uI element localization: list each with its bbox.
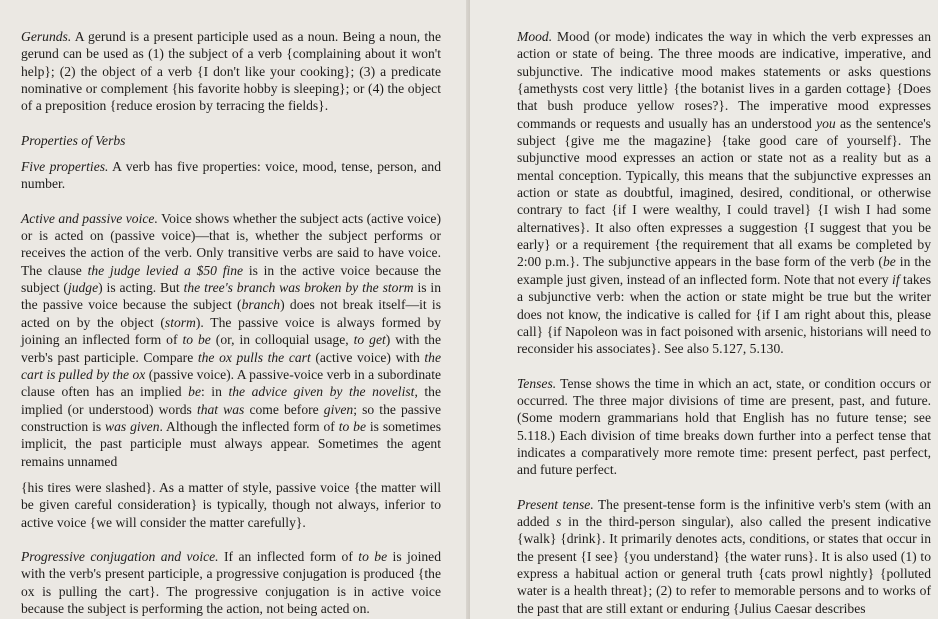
ap-t1: Voice shows whether the subject acts (active voice) or is acted on (passive voice)—that is, whether the subject performs or receives the action of the verb. Only transitive verbs are said to have voice. The clause xyxy=(21,210,441,278)
mood-runin: Mood. xyxy=(517,29,553,44)
ap-t14: ; so the passive construction is xyxy=(21,401,442,434)
ap-t12: , the implied (or understood) words xyxy=(21,384,441,417)
ap-e7: to get xyxy=(353,332,386,348)
ap-e3: the tree's branch was broken by the storm xyxy=(183,280,414,296)
ap-e4: branch xyxy=(241,297,281,313)
ap-t5: ) does not break itself—it is acted on by the object ( xyxy=(21,297,441,330)
ap-t7: (or, in colloquial usage, xyxy=(210,332,354,348)
ap-t4: is in the passive voice because the subject ( xyxy=(21,280,442,313)
ap-t2: is in the active voice because the subject ( xyxy=(21,262,441,296)
ap-e1: the judge levied a $50 fine xyxy=(87,262,244,278)
mood-e2: be xyxy=(882,254,896,270)
mood-t4: takes a subjunctive verb: when the action or state might be true but the writer does not know, the indicative is called for {if I am right about this, please call} {if Napoleon was in fact poisoned with arsenic, historians will need to reconsider his associates}. See also 5.127, 5.130. xyxy=(517,271,931,357)
properties-heading: Properties of Verbs xyxy=(21,132,126,148)
ap-e14: was given xyxy=(105,418,160,434)
five-properties-runin: Five properties. xyxy=(21,159,109,175)
tenses-paragraph xyxy=(517,375,931,479)
passive-continuation: {his tires were slashed}. As a matter of style, passive voice {the matter will be given careful consideration} is typically, though not always, inferior to active voice {we will consider the matter carefully}. xyxy=(21,479,441,530)
gerunds-paragraph xyxy=(21,28,441,115)
ap-e15: to be xyxy=(338,418,367,434)
present-runin: Present tense. xyxy=(517,496,594,512)
ap-e10: be xyxy=(188,384,201,400)
ap-e6: to be xyxy=(182,332,211,348)
active-passive-paragraph xyxy=(21,210,441,470)
ap-t11: : in xyxy=(200,384,229,400)
progressive-paragraph xyxy=(21,548,441,617)
ap-t9: (active voice) with xyxy=(310,349,425,365)
ap-e2: judge xyxy=(67,280,99,296)
five-properties-text: A verb has five properties: voice, mood, tense, person, and number. xyxy=(21,159,441,192)
ap-e12: that was xyxy=(196,401,245,417)
right-column xyxy=(517,28,931,617)
tenses-runin: Tenses. xyxy=(517,375,557,391)
present-t1: The present-tense form is the infinitive verb's stem (with an added xyxy=(517,496,931,529)
right-page xyxy=(470,0,938,619)
ap-t6: ). The passive voice is always formed by joining an inflected form of xyxy=(21,314,441,348)
ap-e11: the advice given by the novelist xyxy=(228,384,415,400)
left-column xyxy=(21,28,441,617)
mood-t2: as the sentence's subject {give me the magazine} {take good care of yourself}. The subjunctive mood expresses an action or state not as a reality but as a mental conception. Typically, this means that the subjunctive expresses an action or state as doubtful, imagined, desired, conditional, or otherwise contrary to fact {if I were wealthy, I could travel} {I wish I had some alternatives}. It also often expresses a suggestion {I suggest that you be early} or a requirement {the requirement that all exams be completed by 2:00 p.m.}. The subjunctive appears in the base form of the verb ( xyxy=(517,115,931,270)
mood-e3: if xyxy=(892,271,900,287)
ap-t10: (passive voice). A passive-voice verb in a subordinate clause often has an implied xyxy=(21,366,442,400)
mood-t1: Mood (or mode) indicates the way in which the verb expresses an action or state of being. The three moods are indicative, imperative, and subjunctive. The indicative mood makes statements or asks questions {amethysts cost very little} {the botanist lives in a garden cottage} {Does that bush produce yellow roses?}. The imperative mood expresses commands or requests and usually has an understood xyxy=(517,29,931,131)
ap-t15: . Although the inflected form of xyxy=(159,418,339,434)
progressive-runin: Progressive conjugation and voice. xyxy=(21,548,219,564)
mood-t3: in the example just given, instead of an inflected form. Note that not every xyxy=(517,254,932,287)
gerunds-runin: Gerunds. xyxy=(21,29,72,44)
ap-e8: the ox pulls the cart xyxy=(197,349,311,365)
pr-t2: is joined with the verb's present participle, a progressive conjugation is produced {the ox is pulling the cart}. The progressive conjugation is in active voice because the subject is performing the action, not being acted on. xyxy=(21,548,442,616)
ap-e9: the cart is pulled by the ox xyxy=(21,349,441,382)
ap-t13: come before xyxy=(244,401,324,417)
tenses-text: Tense shows the time in which an act, state, or condition occurs or occurred. The three major divisions of time are present, past, and future. (Some modern grammarians hold that English has no future tense; see 5.118.) Each division of time breaks down further into a perfect tense that indicates a comparatively more remote time: present perfect, past perfect, and future perfect. xyxy=(517,375,931,478)
present-e1: s xyxy=(556,513,562,529)
ap-e5: storm xyxy=(164,314,196,330)
mood-paragraph xyxy=(517,28,931,358)
present-t2: in the third-person singular), also called the present indicative {walk} {drink}. It primarily denotes acts, conditions, or states that occur in the present {I see} {you understand} {the water runs}. It is also used (1) to express a habitual action or general truth {cats prowl nightly} {polluted water is a health threat}; (2) to refer to memorable persons and to works of the past that are still extant or enduring {Julius Caesar describes xyxy=(517,513,931,616)
mood-e1: you xyxy=(816,115,836,131)
pr-t1: If an inflected form of xyxy=(218,548,359,564)
pr-e1: to be xyxy=(358,548,388,564)
ap-e13: given xyxy=(323,401,354,417)
present-tense-paragraph xyxy=(517,496,931,617)
five-properties-paragraph xyxy=(21,158,441,193)
ap-t3: ) is acting. But xyxy=(98,280,184,296)
active-passive-runin: Active and passive voice. xyxy=(21,210,158,226)
gerunds-text: A gerund is a present participle used as a noun. Being a noun, the gerund can be used as (1) the subject of a verb {complaining about it won't help}; (2) the object of a verb {I don't like your cooking}; (3) a predicate nominative or complement {his favorite hobby is sleeping}; or (4) the object of a preposition {reduce erosion by terracing the fields}. xyxy=(21,29,441,114)
ap-t16: is sometimes implicit, the past participle must always appear. Sometimes the agent remains unnamed xyxy=(21,418,441,469)
ap-t8: ) with the verb's past participle. Compare xyxy=(21,332,442,365)
